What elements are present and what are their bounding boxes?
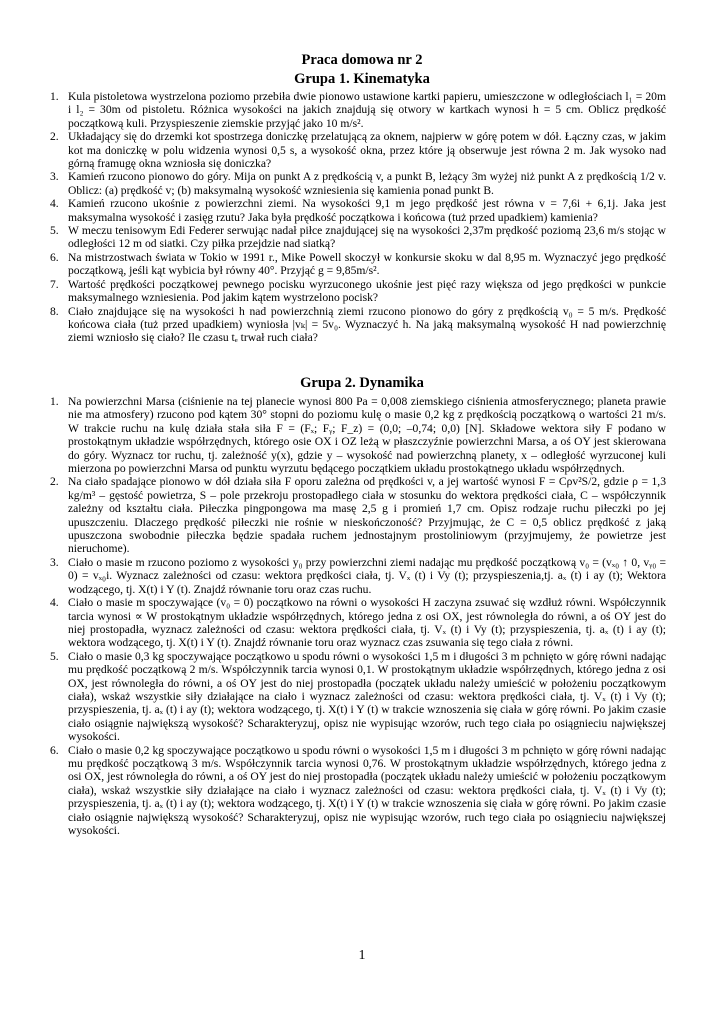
group2-problem-4: 4. Ciało o masie m spoczywające (v₀ = 0) początkowo na równi o wysokości H zaczyna zsuwać się wzdłuż równi. Współczynnik tarcia wynosi ∝ W prostokątnym układzie współrzędnych, którego jedna z osi OX, jest równoległa do równi, a oś OY jest do niej prostopadła, wyznacz zależności od czasu: wektora prędkości ciała, tj. Vₓ (t) i Vy (t); przyspieszenia, tj. aₓ (t) i ay (t); wektora wodzącego, tj. X(t) i Y (t). Znajdź równanie toru oraz wyznacz czas zsuwania się tego ciała z równi. <box>50 596 666 650</box>
page-number: 1 <box>358 948 366 963</box>
group2-heading: Grupa 2. Dynamika <box>300 375 424 391</box>
group1-problem-6: 6. Na mistrzostwach świata w Tokio w 1991 r., Mike Powell skoczył w konkursie skoku w dal 8,95 m. Wyznaczyć jego prędkość początkową, jeśli kąt wybicia był równy 40°. Przyjąć g = 9,85m/s². <box>50 250 666 278</box>
group1-problem-1: 1. Kula pistoletowa wystrzelona poziomo przebiła dwie pionowo ustawione kartki papieru, umieszczone w odległościach l₁ = 20m i l₂ = 30m od pistoletu. Różnica wysokości na jakich znajdują się otwory w kartkach wynosi h = 5 cm. Oblicz prędkość początkową kuli. Przyspieszenie ziemskie przyjąć jako 10 m/s². <box>50 90 666 130</box>
group1-problem-list <box>30 90 666 345</box>
document-title: Praca domowa nr 2 <box>301 52 423 68</box>
group1-problem-5: 5. W meczu tenisowym Edi Federer serwując nadał piłce znajdującej się na wysokości 2,37m prędkość poziomą 23,6 m/s stojąc w odległości 12 m od siatki. Czy piłka przejdzie nad siatką? <box>50 224 666 251</box>
group1-problem-7: 7. Wartość prędkości początkowej pewnego pocisku wyrzuconego ukośnie jest pięć razy większa od jego prędkości w punkcie maksymalnego wzniesienia. Pod jakim kątem wystrzelono pocisk? <box>50 277 666 305</box>
group1-problem-8: 8. Ciało znajdujące się na wysokości h nad powierzchnią ziemi rzucono pionowo do góry z prędkością v₀ = 5 m/s. Prędkość końcowa ciała (tuż przed upadkiem) wyniosła |vₖ| = 5v₀. Wyznaczyć h. Na jaką maksymalną wysokość H nad powierzchnię ziemi wzniosło się ciało? Ile czasu tₑ trwał ruch ciała? <box>50 304 666 345</box>
group1-problem-2: 2. Układający się do drzemki kot spostrzega doniczkę przelatującą za oknem, najpierw w górę potem w dół. Łączny czas, w jakim kot ma doniczkę w polu widzenia wynosi 0,5 s, a wysokość okna, przez które ją obserwuje jest równa 2 m. Jak wysoko nad górną framugę okna wzniosła się doniczka? <box>50 130 666 171</box>
group1-heading: Grupa 1. Kinematyka <box>294 71 430 87</box>
group1-problem-3: 3. Kamień rzucono pionowo do góry. Mija on punkt A z prędkością v, a punkt B, leżący 3m wyżej niż punkt A z prędkością 1/2 v. Oblicz: (a) prędkość v; (b) maksymalną wysokość wzniesienia się kamienia ponad punkt B. <box>50 170 666 197</box>
group1-problem-4: 4. Kamień rzucono ukośnie z powierzchni ziemi. Na wysokości 9,1 m jego prędkość jest równa v = 7,6i + 6,1j. Jaka jest maksymalna wysokość i zasięg rzutu? Jaka była prędkość początkowa i końcowa (tuż przed upadkiem) kamienia? <box>50 197 666 224</box>
group2-problem-5: 5. Ciało o masie 0,3 kg spoczywające początkowo u spodu równi o wysokości 1,5 m i długości 3 m pchnięto w górę równi nadając mu prędkość początkową 2 m/s. Współczynnik tarcia wynosi 0,1. W prostokątnym układzie współrzędnych, którego jedna z osi OX, jest równoległa do równi, a oś OY jest do niej prostopadła (początek układu należy umieścić w położeniu początkowym ciała), wskaż wszystkie siły działające na ciało i wyznacz zależności od czasu: wektora prędkości ciała, tj. Vₓ (t) i Vy (t); przyspieszenia, tj. aₓ (t) i ay (t); wektora wodzącego, tj. X(t) i Y (t) w trakcie wznoszenia się ciała w górę równi. Po jakim czasie ciało osiągnie największą wysokość? Scharakteryzuj, opisz nie wypisując wzorów, ruch tego ciała po osiągnieciu największej wysokości. <box>50 649 666 744</box>
group2-problem-list <box>30 395 666 837</box>
group2-problem-3: 3. Ciało o masie m rzucono poziomo z wysokości y₀ przy powierzchni ziemi nadając mu prędkość początkową v₀ = (vₓ₀ ↑ 0, vᵧ₀ = 0) = vₓ₀i. Wyznacz zależności od czasu: wektora prędkości ciała, tj. Vₓ (t) i Vy (t); przyspieszenia,tj. aₓ (t) i ay (t); Wektora wodzącego, tj. X(t) i Y (t). Znajdź równanie toru oraz czas ruchu. <box>50 555 666 596</box>
group2-problem-6: 6. Ciało o masie 0,2 kg spoczywające początkowo u spodu równi o wysokości 1,5 m i długości 3 m pchnięto w górę równi nadając mu prędkość początkową 3 m/s. Współczynnik tarcia wynosi 0,76. W prostokątnym układzie współrzędnych, którego jedna z osi OX, jest równoległa do równi, a oś OY jest do niej prostopadła (początek układu należy umieścić w położeniu początkowym ciała), wskaż wszystkie siły działające na ciało i wyznacz zależności od czasu: wektora prędkości ciała, tj. Vₓ (t) i Vy (t); przyspieszenia, tj. aₓ (t) i ay (t); wektora wodzącego, tj. X(t) i Y (t) w trakcie wznoszenia się ciała w górę równi. Po jakim czasie ciało osiągnie największą wysokość? Scharakteryzuj, opisz nie wypisując wzorów, ruch tego ciała po osiągnieciu największej wysokości. <box>50 743 666 837</box>
group2-problem-2: 2. Na ciało spadające pionowo w dół działa siła F oporu zależna od prędkości v, a jej wartość wynosi F = Cρv²S/2, gdzie ρ = 1,3 kg/m³ – gęstość powietrza, S – pole przekroju prostopadłego ciała w stosunku do wektora prędkości ciała, C – współczynnik zależny od kształtu ciała. Piłeczka pingpongowa ma masę 2,5 g i promień 1,7 cm. Opisz rodzaje ruchu piłeczki po jej upuszczeniu. Dlaczego prędkość piłeczki nie rośnie w nieskończoność? Przyjmując, że C = 0,5 oblicz prędkość z jaką upuszczona swobodnie piłeczka będzie spadała ruchem jednostajnym prostoliniowym (przyjmujemy, że powietrze jest nieruchome). <box>50 475 666 556</box>
group2-problem-1: 1. Na powierzchni Marsa (ciśnienie na tej planecie wynosi 800 Pa = 0,008 ziemskiego ciśnienia atmosferycznego; planeta prawie nie ma atmosfery) rzucono pod kątem 30° stopni do poziomu kulę o masie 0,2 kg z prędkością początkową o wartości 21 m/s. W trakcie ruchu na kulę działa stała siła F = (Fₓ; Fᵧ; F_z) = (0,0; –0,74; 0,0) [N]. Składowe wektora siły F podano w prostokątnym układzie współrzędnych, którego osie OX i OZ leżą w płaszczyźnie powierzchni Marsa, a oś OY jest skierowana do góry. Wyznacz tor ruchu, tj. zależność y(x), gdzie y – wysokość nad powierzchną planety, x – odległość wyrzuconej kuli mierzona po powierzchni Marsa od punktu wyrzutu będącego początkiem układu prostokątnego układu współrzędnych. <box>50 395 666 476</box>
